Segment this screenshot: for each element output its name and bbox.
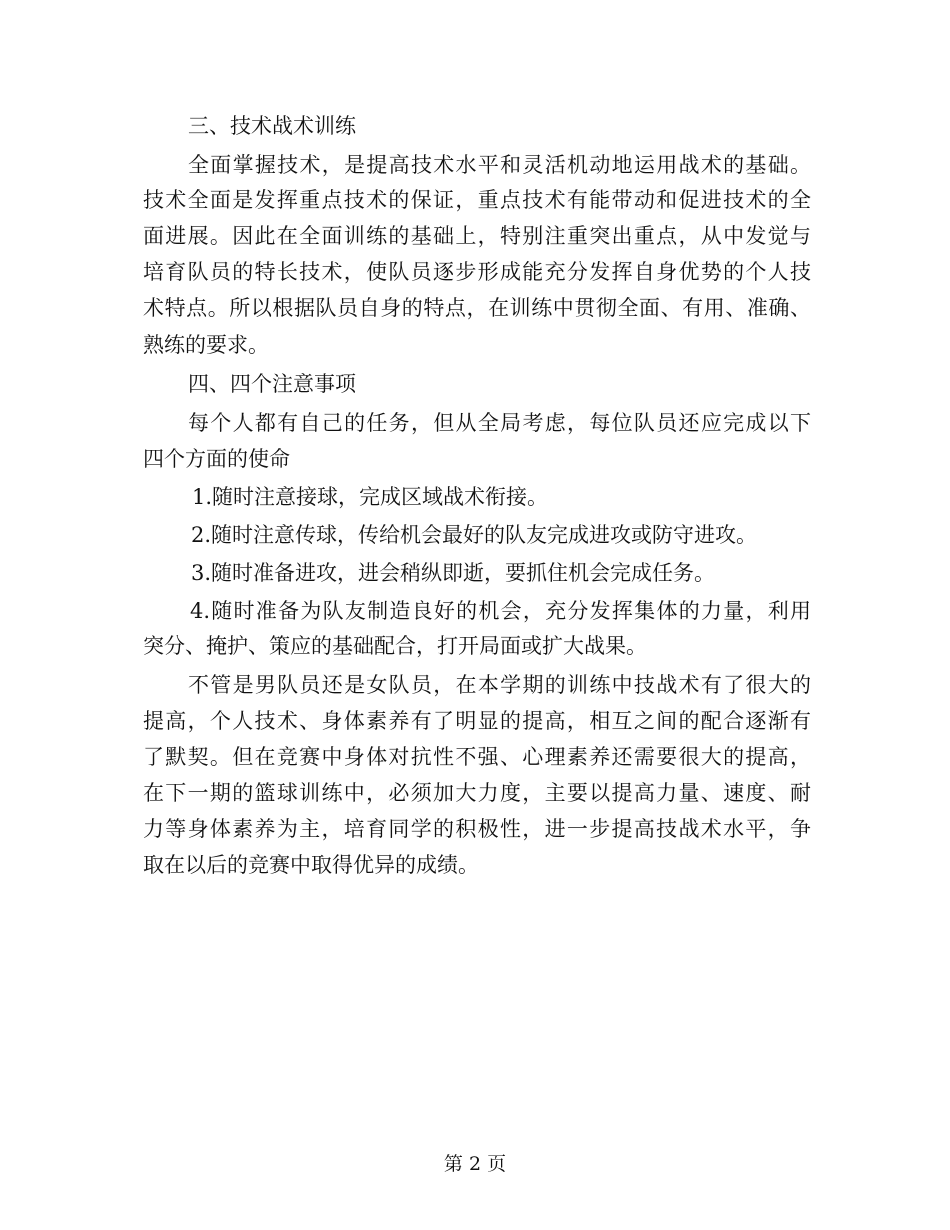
section-heading-3: 三、技术战术训练 [188,114,356,138]
paragraph-3-line-4: 在下一期的篮球训练中，必须加大力度，主要以提高力量、速度、耐 [143,781,811,805]
list-item-2: 2.随时注意传球，传给机会最好的队友完成进攻或防守进攻。 [191,523,758,547]
list-item-4-line-2: 突分、掩护、策应的基础配合，打开局面或扩大战果。 [143,634,647,658]
paragraph-1-line-2: 技术全面是发挥重点技术的保证，重点技术有能带动和促进技术的全 [143,188,811,212]
paragraph-2-line-2: 四个方面的使命 [143,447,290,471]
paragraph-2-line-1: 每个人都有自己的任务，但从全局考虑，每位队员还应完成以下 [188,411,811,435]
paragraph-3-line-5: 力等身体素养为主，培育同学的积极性，进一步提高技战术水平，争 [143,817,811,841]
paragraph-1-line-6: 熟练的要求。 [143,333,269,357]
list-item-4-line-1: 4.随时准备为队友制造良好的机会，充分发挥集体的力量，利用 [190,599,811,623]
paragraph-1-line-5: 术特点。所以根据队员自身的特点，在训练中贯彻全面、有用、准确、 [143,296,811,320]
paragraph-3-line-3: 了默契。但在竞赛中身体对抗性不强、心理素养还需要很大的提高， [143,745,811,769]
paragraph-3-line-2: 提高，个人技术、身体素养有了明显的提高，相互之间的配合逐渐有 [143,709,811,733]
paragraph-3-line-6: 取在以后的竞赛中取得优异的成绩。 [143,853,479,877]
page-number: 第 2 页 [443,1153,507,1175]
paragraph-3-line-1: 不管是男队员还是女队员，在本学期的训练中技战术有了很大的 [188,673,811,697]
paragraph-1-line-1: 全面掌握技术，是提高技术水平和灵活机动地运用战术的基础。 [188,153,811,177]
list-item-3: 3.随时准备进攻，进会稍纵即逝，要抓住机会完成任务。 [191,561,716,585]
paragraph-1-line-4: 培育队员的特长技术，使队员逐步形成能充分发挥自身优势的个人技 [143,260,811,284]
section-heading-4: 四、四个注意事项 [188,372,356,396]
paragraph-1-line-3: 面进展。因此在全面训练的基础上，特别注重突出重点，从中发觉与 [143,224,811,248]
list-item-1: 1.随时注意接球，完成区域战术衔接。 [192,485,549,509]
